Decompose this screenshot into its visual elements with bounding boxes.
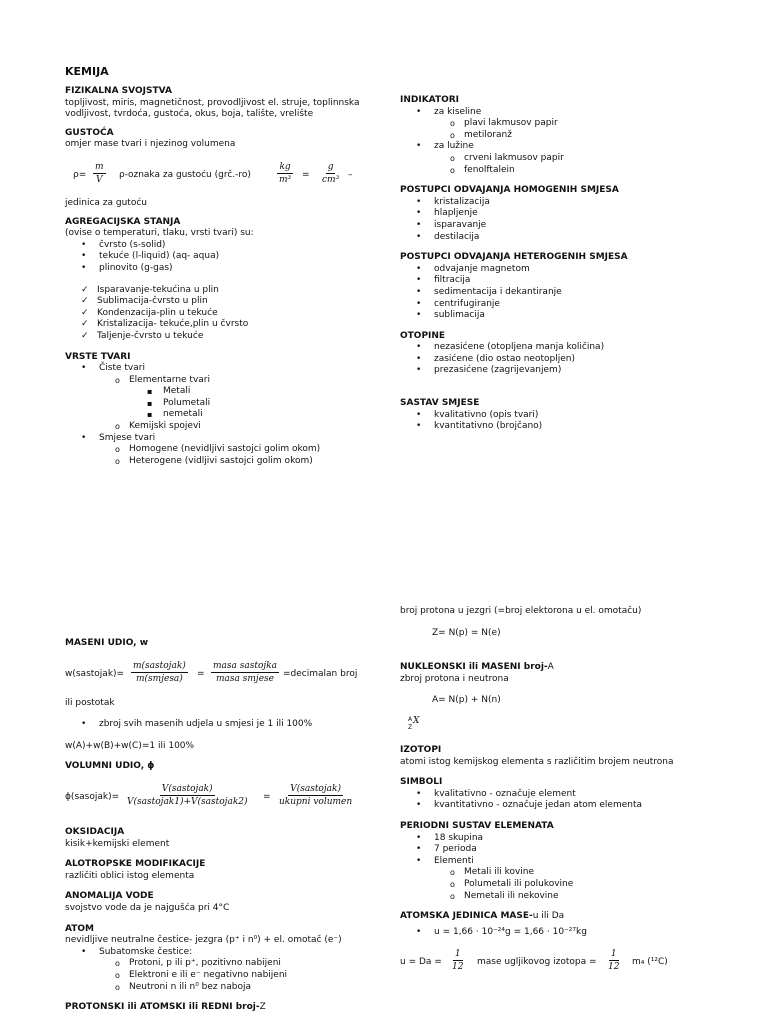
checklist-item: ✓ Kristalizacija- tekuće,plin u čvrsto: [65, 319, 395, 331]
list-item: • 18 skupina: [400, 833, 760, 845]
list-item: • zbroj svih masenih udjela u smjesi je 1 ili 100%: [65, 719, 400, 731]
unit-g-cm3: [320, 161, 341, 186]
right-column-lower: [400, 606, 760, 978]
anomalija-heading: ANOMALIJA VODE: [65, 891, 154, 902]
list-item: o Nemetali ili nekovine: [400, 891, 760, 903]
list-item: o Homogene (nevidljivi sastojci golim okom): [65, 444, 395, 456]
rho-note: ρ-oznaka za gustoću (grč.-ro): [119, 169, 251, 180]
atom-heading: ATOM: [65, 923, 95, 934]
vrste-heading: VRSTE TVARI: [65, 351, 131, 362]
atomska-f2-num: 1: [610, 949, 617, 960]
nukleonski-symbol: A: [547, 662, 554, 673]
atomska-formula: [400, 948, 760, 978]
gustoca-heading: GUSTOĆA: [65, 127, 114, 138]
nukleonski-heading-row: [400, 662, 760, 674]
list-item: • Elementi: [400, 856, 760, 868]
list-item: • odvajanje magnetom: [400, 264, 760, 276]
volumni-prefix: ϕ(sasojak)=: [65, 791, 120, 802]
broj-protona-formula: Z= N(p) = N(e): [432, 627, 501, 638]
volumni-formula: [65, 783, 400, 813]
right-column: [400, 95, 760, 433]
rho-frac-den: V: [96, 174, 103, 185]
atomska-fraction-1: [450, 948, 465, 973]
rho-prefix: ρ=: [73, 169, 87, 180]
checklist-item: ✓ Isparavanje-tekućina u plin: [65, 285, 395, 297]
periodni-list: [400, 833, 760, 903]
atomska-f1-num: 1: [454, 949, 461, 960]
atom-list: [65, 947, 400, 993]
heterogeni-list: [400, 264, 760, 322]
checklist-item: ✓ Taljenje-čvrsto u tekuće: [65, 331, 395, 343]
maseni-f1-num: m(sastojak): [133, 660, 186, 671]
maseni-f2-den: masa smjese: [216, 673, 274, 684]
list-item: • kvalitativno - označuje element: [400, 789, 760, 801]
list-item: • kristalizacija: [400, 197, 760, 209]
agregacijska-desc: (ovise o temperaturi, tlaku, vrsti tvari) su:: [65, 228, 254, 239]
unit-equals: =: [302, 169, 310, 180]
states-list: [65, 240, 395, 275]
atomska-f1-den: 12: [452, 962, 464, 973]
volumni-heading: VOLUMNI UDIO, ϕ: [65, 761, 155, 772]
unit-kg-m3: [277, 161, 293, 186]
list-item: o fenolftalein: [400, 165, 760, 177]
section-agregacijska: [65, 217, 395, 343]
atomska-heading: ATOMSKA JEDINICA MASE-: [400, 911, 533, 922]
nukleonski-heading: NUKLEONSKI ili MASENI broj-: [400, 662, 548, 673]
list-item: • kvantitativno - označuje jedan atom elementa: [400, 800, 760, 812]
list-item: • zasićene (dio ostao neotopljen): [400, 354, 760, 366]
maseni-f1-den: m(smjesa): [136, 673, 183, 684]
list-item: o Heterogene (vidljivi sastojci golim okom): [65, 456, 395, 468]
list-item: o Polumetali ili polukovine: [400, 879, 760, 891]
homogeni-heading: POSTUPCI ODVAJANJA HOMOGENIH SMJESA: [400, 185, 619, 196]
periodni-heading: PERIODNI SUSTAV ELEMENATA: [400, 820, 554, 831]
list-item: o Elektroni e ili e⁻ negativno nabijeni: [65, 970, 400, 982]
otopine-list: [400, 342, 760, 377]
volumni-fraction-1: [125, 783, 250, 808]
list-item: • tekuće (l-liquid) (aq- aqua): [65, 251, 395, 263]
list-item: • nezasićene (otopljena manja količina): [400, 342, 760, 354]
nuclide-notation: [400, 716, 760, 732]
maseni-prefix: w(sastojak)=: [65, 668, 125, 679]
atomska-mid: mase ugljikovog izotopa =: [477, 957, 597, 968]
list-item: • prezasićene (zagrijevanjem): [400, 365, 760, 377]
maseni-sum: w(A)+w(B)+w(C)=1 ili 100%: [65, 740, 195, 751]
maseni-fraction-1: [131, 660, 188, 685]
fizikalna-heading: FIZIKALNA SVOJSTVA: [65, 86, 172, 96]
volumni-equals: =: [263, 791, 271, 802]
indikatori-heading: INDIKATORI: [400, 95, 460, 105]
sastav-list: [400, 410, 760, 433]
maseni-list: [65, 719, 400, 731]
oksidacija-desc: kisik+kemijski element: [65, 838, 170, 849]
list-item: • sublimacija: [400, 310, 760, 322]
list-item: • isparavanje: [400, 220, 760, 232]
alotropske-heading: ALOTROPSKE MODIFIKACIJE: [65, 859, 206, 870]
section-fizikalna: [65, 86, 395, 121]
simboli-heading: SIMBOLI: [400, 777, 443, 788]
section-gustoca: [65, 128, 395, 210]
otopine-heading: OTOPINE: [400, 330, 446, 341]
list-item: • plinovito (g-gas): [65, 263, 395, 275]
alotropske-desc: različiti oblici istog elementa: [65, 870, 195, 881]
atom-desc: nevidljive neutralne čestice- jezgra (p⁺ i n⁰) + el. omotač (e⁻): [65, 935, 342, 946]
heterogeni-heading: POSTUPCI ODVAJANJA HETEROGENIH SMJESA: [400, 252, 628, 263]
oksidacija-heading: OKSIDACIJA: [65, 826, 125, 837]
list-item: o metiloranž: [400, 130, 760, 142]
simboli-list: [400, 789, 760, 812]
maseni-equals: =: [197, 668, 205, 679]
rho-fraction: [93, 161, 106, 186]
agregacijska-heading: AGREGACIJSKA STANJA: [65, 216, 181, 227]
volumni-f1-den: V(sastojak1)+V(sastojak2): [127, 796, 248, 807]
gustoca-unit-note: jedinica za gutoću: [65, 197, 147, 208]
list-item: • 7 perioda: [400, 844, 760, 856]
maseni-ili: ili postotak: [65, 697, 115, 708]
maseni-heading: MASENI UDIO, w: [65, 638, 149, 648]
list-item: o crveni lakmusov papir: [400, 153, 760, 165]
list-item: ▪ nemetali: [65, 409, 395, 421]
list-item: • sedimentacija i dekantiranje: [400, 287, 760, 299]
checklist-item: ✓ Kondenzacija-plin u tekuće: [65, 308, 395, 320]
unit1-den: m³: [279, 174, 292, 185]
gustoca-desc: omjer mase tvari i njezinog volumena: [65, 139, 236, 150]
list-item: • Smjese tvari: [65, 433, 395, 445]
atomska-tail: m₄ (¹²C): [632, 957, 668, 968]
broj-protona-desc: broj protona u jezgri (=broj elektorona u el. omotaču): [400, 606, 642, 616]
notation-symbol: X: [413, 715, 420, 726]
list-item: • Čiste tvari: [65, 363, 395, 375]
izotopi-desc: atomi istog kemijskog elementa s različitim brojem neutrona: [400, 756, 674, 767]
protonski-heading-row: [65, 1002, 400, 1014]
list-item: ▪ Polumetali: [65, 398, 395, 410]
vrste-list: [65, 363, 395, 467]
protonski-heading: PROTONSKI ili ATOMSKI ili REDNI broj-: [65, 1002, 260, 1013]
maseni-fraction-2: [211, 660, 279, 685]
list-item: • za lužine: [400, 141, 760, 153]
left-column-lower: [65, 638, 400, 1014]
checklist-item: ✓ Sublimacija-čvrsto u plin: [65, 296, 395, 308]
list-item: • čvrsto (s-solid): [65, 240, 395, 252]
list-item: o Protoni, p ili p⁺, pozitivno nabijeni: [65, 958, 400, 970]
unit2-num: g: [327, 161, 334, 172]
notation-atomic: Z: [408, 723, 413, 731]
atomska-prefix: u = Da =: [400, 957, 442, 968]
list-item: • centrifugiranje: [400, 299, 760, 311]
list-item: • u = 1,66 · 10⁻²⁴g = 1,66 · 10⁻²⁷kg: [400, 927, 760, 939]
volumni-fraction-2: [277, 783, 354, 808]
gustoca-formula: [65, 161, 395, 191]
fizikalna-text-2: vodljivost, tvrdoća, gustoća, okus, boja, talište, vrelište: [65, 109, 314, 120]
maseni-suffix: =decimalan broj: [283, 668, 358, 679]
nukleonski-formula: A= N(p) + N(n): [432, 695, 501, 706]
atomska-list: [400, 927, 760, 939]
unit-dash: –: [348, 169, 353, 180]
list-item: • Subatomske čestice:: [65, 947, 400, 959]
rho-frac-num: m: [95, 161, 104, 172]
protonski-symbol: Z: [259, 1002, 266, 1013]
volumni-f1-num: V(sastojak): [161, 783, 213, 794]
atomska-fraction-2: [606, 948, 621, 973]
list-item: • destilacija: [400, 232, 760, 244]
list-item: • kvalitativno (opis tvari): [400, 410, 760, 422]
maseni-f2-num: masa sastojka: [213, 660, 277, 671]
homogeni-list: [400, 197, 760, 243]
section-vrste: [65, 352, 395, 468]
list-item: o plavi lakmusov papir: [400, 118, 760, 130]
izotopi-heading: IZOTOPI: [400, 744, 442, 755]
volumni-f2-den: ukupni volumen: [279, 796, 353, 807]
maseni-formula: [65, 660, 400, 690]
atomska-heading-row: [400, 911, 760, 923]
list-item: o Neutroni n ili n⁰ bez naboja: [65, 982, 400, 994]
list-item: • filtracija: [400, 275, 760, 287]
fizikalna-text-1: topljivost, miris, magnetičnost, provodljivost el. struje, toplinnska: [65, 97, 360, 108]
sastav-heading: SASTAV SMJESE: [400, 398, 480, 409]
notation-mass: A: [408, 715, 413, 723]
unit1-num: kg: [279, 161, 291, 172]
list-item: • hlapljenje: [400, 208, 760, 220]
list-item: ▪ Metali: [65, 386, 395, 398]
list-item: o Kemijski spojevi: [65, 421, 395, 433]
page-title: KEMIJA: [65, 65, 109, 78]
list-item: • kvantitativno (brojčano): [400, 421, 760, 433]
changes-list: [65, 285, 395, 343]
atomska-heading-tail: u ili Da: [532, 911, 565, 922]
atomska-f2-den: 12: [608, 962, 620, 973]
volumni-f2-num: V(sastojak): [290, 783, 341, 794]
unit2-den: cm³: [322, 174, 340, 185]
list-item: • za kiseline: [400, 107, 760, 119]
list-item: o Metali ili kovine: [400, 867, 760, 879]
indikatori-list: [400, 107, 760, 177]
nukleonski-desc: zbroj protona i neutrona: [400, 673, 509, 684]
left-column: [65, 86, 395, 467]
anomalija-desc: svojstvo vode da je najgušća pri 4°C: [65, 902, 230, 913]
list-item: o Elementarne tvari: [65, 375, 395, 387]
